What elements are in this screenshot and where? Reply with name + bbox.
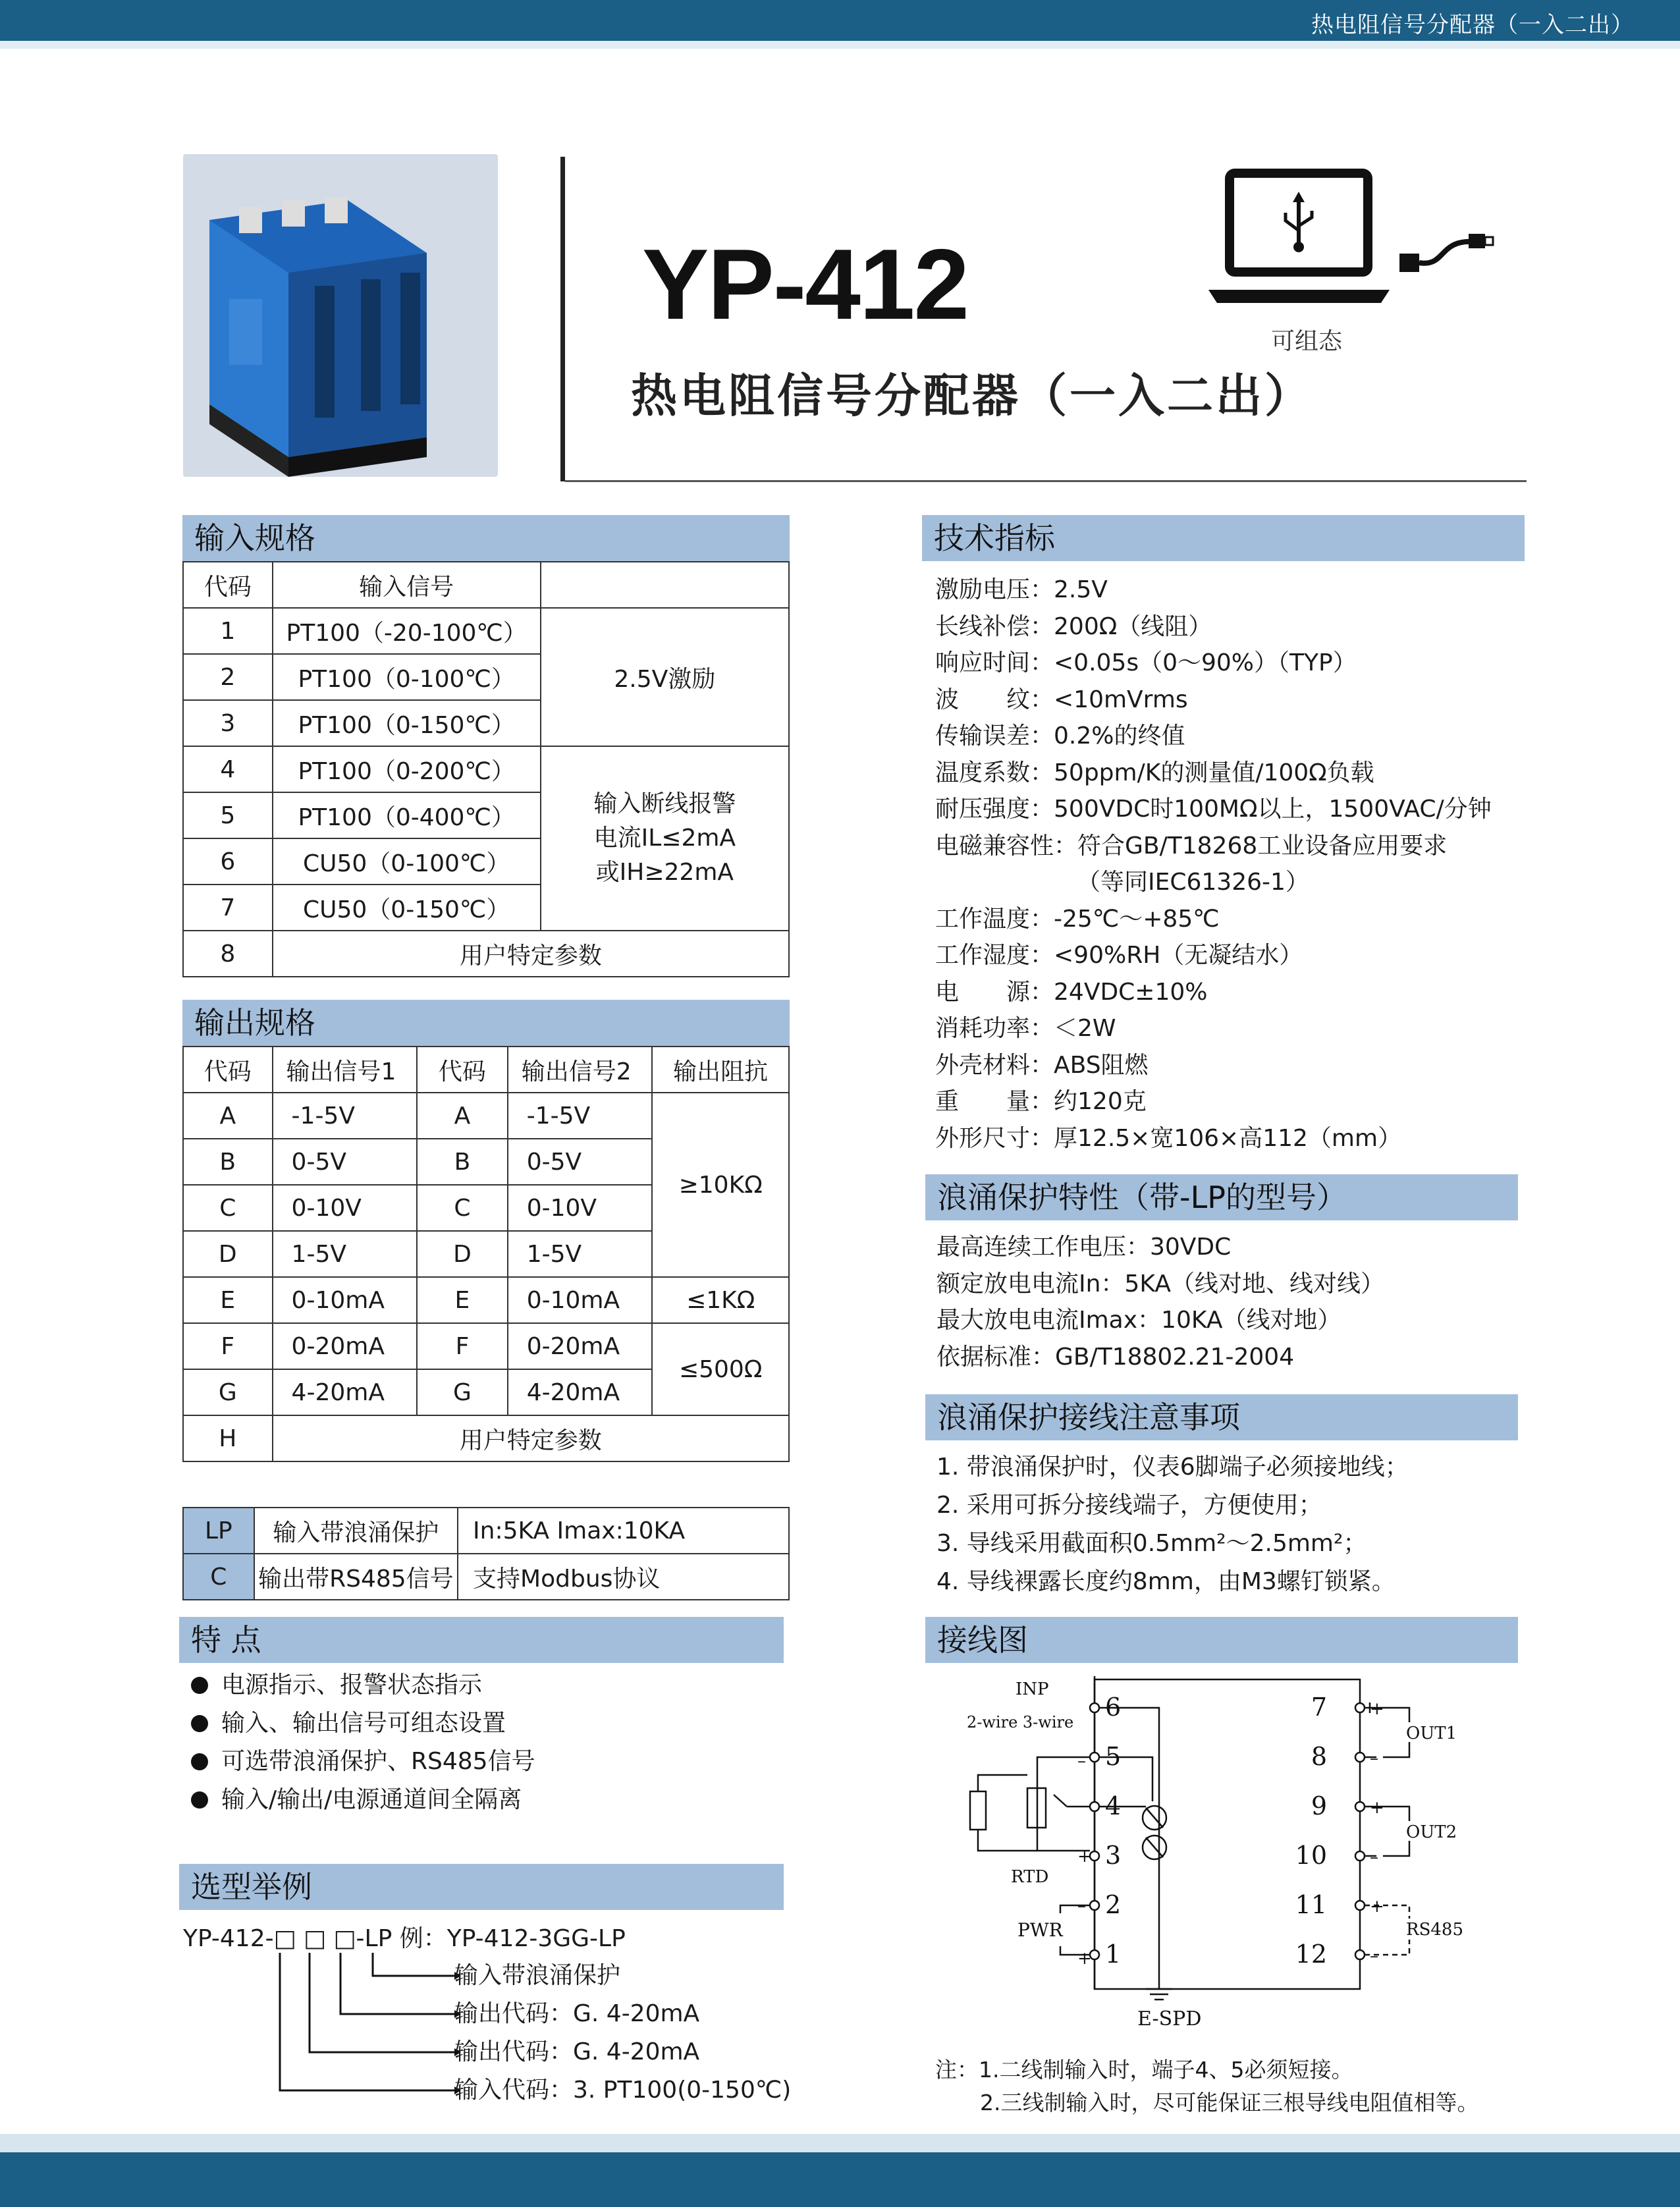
code-cell: C [417,1185,508,1231]
list-item [935,791,1492,828]
pin-label: 11 [1295,1890,1327,1919]
code-cell: 5 [183,792,273,838]
table-row [183,746,789,792]
input-wires [970,1708,1159,1989]
selection-code: YP-412-□ □ □-LP [183,1925,393,1952]
table-row [183,1415,789,1461]
list-item: 3. 导线采用截面积0.5mm²～2.5mm²； [936,1530,1367,1557]
feature-text: 电源指示、报警状态指示 [221,1672,483,1699]
bullet-icon [191,1753,208,1770]
item-label: 工作湿度： [935,942,1054,969]
code-cell: B [183,1139,273,1185]
item-label: 重 量： [935,1088,1054,1115]
surge-title: 浪涌保护特性（带-LP的型号） [925,1174,1518,1220]
item-value: 0.2%的终值 [1054,722,1185,749]
code-cell: B [417,1139,508,1185]
feature-text: 输入/输出/电源通道间全隔离 [221,1786,522,1813]
item-value: 24VDC±10% [1054,978,1208,1006]
input-spec-title: 输入规格 [182,515,790,561]
bullet-icon [191,1791,208,1809]
header-cell: 代码 [417,1047,508,1093]
code-cell: D [183,1231,273,1277]
wiring-note-1: 注：1.二线制输入时，端子4、5必须短接。 [935,2057,1353,2083]
pin-label: 12 [1295,1940,1327,1969]
signal-cell: -1-5V [508,1093,653,1139]
bottom-stripe [0,2134,1680,2152]
selection-example: 例：YP-412-3GG-LP [399,1925,626,1952]
code-cell: 2 [183,654,273,700]
item-label: 工作温度： [935,905,1054,933]
ground-icon [1146,1989,1172,2000]
list-item: 最大放电电流Imax：10KA（线对地） [936,1307,1341,1334]
pin-label: 3 [1105,1841,1122,1870]
option-desc: 输出带RS485信号 [254,1554,458,1600]
pwr-label: PWR [1017,1919,1063,1941]
signal-cell: PT100（0-150℃） [273,700,541,746]
list-item [935,974,1492,1011]
impedance-cell: ≤500Ω [652,1323,789,1415]
selection-lines [454,1957,791,2110]
list-item [191,1704,535,1743]
signal-cell: PT100（0-200℃） [273,746,541,792]
list-item [935,864,1492,901]
code-cell: 4 [183,746,273,792]
alarm-line: 输入断线报警 [593,790,736,817]
left-pins [1105,1693,1121,1969]
signal-cell: 0-10V [508,1185,653,1231]
product-model: YP-412 [642,229,968,341]
code-cell: 8 [183,931,273,977]
input-spec-table [182,561,790,977]
list-item [935,1083,1492,1120]
list-item: 4. 导线裸露长度约8mm，由M3螺钉锁紧。 [936,1568,1395,1595]
table-row [183,1554,789,1600]
signal-cell: 0-10V [273,1185,418,1231]
right-pins [1295,1693,1327,1969]
bullet-icon [191,1715,208,1732]
title-divider [560,157,565,481]
input-signs [1077,1751,1092,1969]
pin-label: 5 [1105,1742,1122,1771]
header-cell: 代码 [183,562,273,608]
item-value: 200Ω（线阻） [1054,613,1212,640]
surge-list [936,1229,1384,1375]
list-item [935,755,1492,792]
pin-label: 1 [1105,1940,1122,1969]
item-value: 50ppm/K的测量值/100Ω负载 [1054,759,1374,786]
list-item: 依据标准：GB/T18802.21-2004 [936,1343,1295,1371]
table-row [183,1508,789,1554]
code-cell: 6 [183,838,273,885]
pin-label: 10 [1295,1841,1327,1870]
svg-text:–: – [1077,1896,1086,1916]
svg-text:–: – [1370,1749,1378,1768]
excitation-cell: 2.5V激励 [541,608,789,746]
table-row [183,1323,789,1369]
list-item: 输入代码：3. PT100(0-150℃) [454,2077,792,2104]
item-label: 电 源： [935,978,1054,1006]
code-cell: E [417,1277,508,1323]
item-value: 约120克 [1054,1088,1147,1115]
feature-text: 输入、输出信号可组态设置 [221,1710,506,1737]
signal-cell: 4-20mA [508,1369,653,1415]
list-item [935,572,1492,609]
out1-label: OUT1 [1406,1724,1457,1743]
wiring-diagram [948,1676,1528,2055]
svg-text:+: + [1077,1847,1092,1866]
top-banner-stripe [0,41,1680,49]
item-value: ＜2W [1054,1015,1116,1042]
list-item [935,609,1492,645]
signal-cell: CU50（0-100℃） [273,838,541,885]
alarm-line: 或IH≥22mA [595,859,734,886]
code-cell: G [183,1369,273,1415]
feature-text: 可选带浪涌保护、RS485信号 [221,1748,535,1775]
table-row [183,562,789,608]
signal-cell: -1-5V [273,1093,418,1139]
signal-cell: PT100（0-400℃） [273,792,541,838]
svg-text:+: + [1370,1699,1384,1719]
svg-text:+: + [1370,1897,1384,1917]
list-item: 输出代码：G. 4-20mA [454,2038,700,2065]
pin-label: 7 [1311,1693,1327,1722]
item-label: 耐压强度： [935,796,1054,823]
alarm-line: 电流IL≤2mA [593,825,736,852]
list-item [935,1120,1492,1157]
list-item: 最高连续工作电压：30VDC [936,1234,1232,1261]
list-item: 1. 带浪涌保护时，仪表6脚端子必须接地线； [936,1454,1409,1481]
code-cell: A [183,1093,273,1139]
table-row [183,1047,789,1093]
list-item [935,901,1492,938]
custom-param-cell: 用户特定参数 [273,931,789,977]
code-cell: F [417,1323,508,1369]
custom-param-cell: 用户特定参数 [273,1415,789,1461]
item-label: 长线补偿： [935,613,1054,640]
item-label: 激励电压： [935,576,1054,603]
impedance-cell: ≥10KΩ [652,1093,789,1277]
option-detail: In:5KA Imax:10KA [458,1508,789,1554]
table-row [183,931,789,977]
item-value: 符合GB/T18268工业设备应用要求 [1077,832,1448,859]
item-value: <0.05s（0～90%）（TYP） [1054,649,1357,676]
code-cell: 7 [183,885,273,931]
wiring-note-2: 2.三线制输入时，尽可能保证三根导线电阻值相等。 [980,2090,1479,2115]
rtd-label: RTD [1011,1867,1049,1887]
output-spec-table [182,1046,790,1462]
output-signs [1370,1699,1384,1966]
list-item [191,1743,535,1781]
list-item [935,1010,1492,1047]
output-wires [1365,1703,1409,1955]
signal-cell: 4-20mA [273,1369,418,1415]
signal-cell: PT100（0-100℃） [273,654,541,700]
alarm-cell [541,746,789,931]
features-title: 特 点 [179,1617,784,1663]
code-cell: G [417,1369,508,1415]
product-photo [183,154,498,477]
item-label: 波 纹： [935,686,1054,713]
option-desc: 输入带浪涌保护 [254,1508,458,1554]
out2-label: OUT2 [1406,1822,1457,1842]
tech-title: 技术指标 [922,515,1525,561]
list-item [935,645,1492,682]
output-spec-title: 输出规格 [182,1000,790,1046]
code-cell: F [183,1323,273,1369]
rs485-label: RS485 [1406,1920,1464,1940]
item-label: 外形尺寸： [935,1124,1054,1152]
list-item [935,1047,1492,1084]
signal-cell: 1-5V [508,1231,653,1277]
title-underline [565,480,1527,482]
inp-label: INP [1016,1679,1049,1699]
table-row [183,1277,789,1323]
laptop-usb-icon [1208,168,1495,313]
signal-cell: 0-10mA [508,1277,653,1323]
header-cell: 输出阻抗 [652,1047,789,1093]
item-label: 电磁兼容性： [935,832,1078,859]
selection-code-line [183,1920,626,1953]
item-value: ABS阻燃 [1054,1051,1149,1079]
signal-cell: PT100（-20-100℃） [273,608,541,654]
svg-text:+: + [1077,1949,1092,1969]
list-item: 2. 采用可拆分接线端子，方便使用； [936,1492,1322,1519]
options-table [182,1507,790,1600]
list-item [191,1781,535,1819]
surge-wiring-title: 浪涌保护接线注意事项 [925,1394,1518,1440]
signal-cell: 1-5V [273,1231,418,1277]
list-item [935,682,1492,719]
selection-connector-lines [277,1949,461,2101]
pin-label: 9 [1311,1791,1327,1820]
list-item [191,1666,535,1704]
header-cell [541,562,789,608]
item-label: 传输误差： [935,722,1054,749]
item-label: 外壳材料： [935,1051,1054,1079]
code-cell: A [417,1093,508,1139]
selection-title: 选型举例 [179,1864,784,1910]
list-item: 额定放电电流In：5KA（线对地、线对线） [936,1270,1384,1297]
signal-cell: 0-5V [508,1139,653,1185]
header-title: 热电阻信号分配器（一入二出） [1311,12,1634,38]
svg-text:+: + [1370,1798,1384,1818]
pin-label: 2 [1105,1890,1122,1919]
header-cell: 代码 [183,1047,273,1093]
impedance-cell: ≤1KΩ [652,1277,789,1323]
signal-cell: 0-10mA [273,1277,418,1323]
item-value: 厚12.5×宽106×高112（mm） [1054,1124,1402,1152]
bottom-banner [0,2152,1680,2207]
surge-wiring-list [936,1448,1409,1601]
item-label: 响应时间： [935,649,1054,676]
wire-type-label: 2-wire 3-wire [967,1713,1074,1731]
code-cell: 1 [183,608,273,654]
table-row [183,608,789,654]
tech-list [935,572,1492,1157]
item-value: <90%RH（无凝结水） [1054,942,1303,969]
code-cell: D [417,1231,508,1277]
code-cell: C [183,1185,273,1231]
item-value: （等同IEC61326-1） [1077,869,1309,896]
item-label: 消耗功率： [935,1015,1054,1042]
table-row [183,1093,789,1139]
code-cell: H [183,1415,273,1461]
item-value: <10mVrms [1054,686,1188,713]
option-code: LP [183,1508,254,1554]
svg-text:–: – [1370,1847,1378,1867]
espd-label: E-SPD [1137,2007,1202,2030]
features-list [191,1666,535,1819]
pin-label: 8 [1311,1742,1327,1771]
pin-label: 4 [1105,1791,1122,1820]
surge-protectors [1143,1806,1166,1859]
signal-cell: 0-20mA [508,1323,653,1369]
header-cell: 输入信号 [273,562,541,608]
item-label: 温度系数： [935,759,1054,786]
pin-label: 6 [1105,1693,1122,1722]
configurable-label: 可组态 [1271,328,1343,355]
product-subtitle: 热电阻信号分配器（一入二出） [631,368,1313,423]
header-cell: 输出信号2 [508,1047,653,1093]
option-code: C [183,1554,254,1600]
code-cell: 3 [183,700,273,746]
svg-text:–: – [1077,1751,1086,1771]
list-item: 输入带浪涌保护 [454,1962,621,1989]
list-item [935,718,1492,755]
signal-cell: CU50（0-150℃） [273,885,541,931]
list-item [935,828,1492,865]
signal-cell: 0-20mA [273,1323,418,1369]
svg-text:–: – [1370,1946,1378,1966]
wiring-title: 接线图 [925,1617,1518,1663]
code-cell: E [183,1277,273,1323]
item-value: 2.5V [1054,576,1108,603]
list-item: 输出代码：G. 4-20mA [454,2000,700,2027]
option-detail: 支持Modbus协议 [458,1554,789,1600]
item-value: -25℃～+85℃ [1054,905,1220,933]
signal-cell: 0-5V [273,1139,418,1185]
header-cell: 输出信号1 [273,1047,418,1093]
list-item [935,937,1492,974]
bullet-icon [191,1677,208,1694]
item-value: 500VDC时100MΩ以上，1500VAC/分钟 [1054,796,1492,823]
